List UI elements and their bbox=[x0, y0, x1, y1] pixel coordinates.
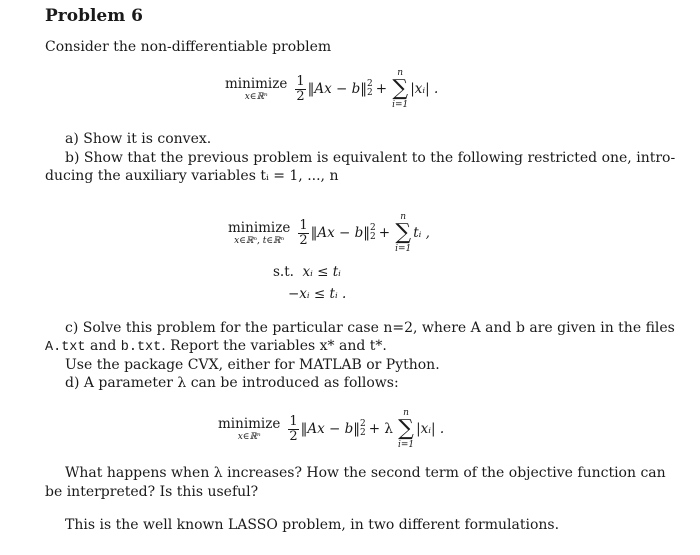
eq1-norm: ‖Ax − b‖ bbox=[307, 81, 368, 97]
question-line2: be interpreted? Is this useful? bbox=[45, 484, 259, 500]
part-d: d) A parameter λ can be introduced as follows: bbox=[65, 375, 399, 391]
file-a: A.txt bbox=[45, 340, 86, 355]
eq3-norm-sub: 2 bbox=[360, 428, 366, 438]
eq2-operator: minimize x∈ℝⁿ, t∈ℝⁿ bbox=[228, 220, 291, 246]
eq2-plus: + bbox=[378, 225, 391, 241]
eq2-norm-sub: 2 bbox=[370, 232, 376, 242]
eq1-sum: n ∑ i=1 bbox=[392, 68, 409, 110]
eq2-norm-sup: 2 bbox=[370, 223, 376, 233]
part-c-line3: Use the package CVX, either for MATLAB or Python. bbox=[65, 357, 440, 373]
equation-3 bbox=[218, 408, 444, 450]
eq1-term: |xᵢ| . bbox=[410, 81, 439, 97]
eq1-operator: minimize x∈ℝⁿ bbox=[225, 76, 288, 102]
part-b-line1: b) Show that the previous problem is equivalent to the following restricted one, intro- bbox=[65, 150, 676, 166]
eq3-sum: n ∑ i=1 bbox=[397, 408, 415, 450]
eq1-norm-sup: 2 bbox=[367, 79, 373, 89]
eq3-norm-sup: 2 bbox=[360, 419, 366, 429]
constraint-1-expr: xᵢ ≤ tᵢ bbox=[302, 264, 341, 280]
eq3-plus-lambda: + λ bbox=[368, 421, 393, 437]
file-b: b.txt bbox=[120, 340, 162, 355]
eq1-norm-sub: 2 bbox=[367, 88, 373, 98]
part-c-line1: c) Solve this problem for the particular case n=2, where A and b are given in the files bbox=[65, 320, 675, 336]
eq3-term: |xᵢ| . bbox=[416, 421, 445, 437]
constraint-1 bbox=[273, 264, 341, 280]
eq2-term: tᵢ , bbox=[413, 225, 430, 241]
equation-1 bbox=[225, 68, 438, 110]
eq2-norm: ‖Ax − b‖ bbox=[310, 225, 371, 241]
eq3-norm: ‖Ax − b‖ bbox=[300, 421, 361, 437]
part-a: a) Show it is convex. bbox=[65, 131, 212, 147]
eq3-fraction: $\frac{1}{2}$ bbox=[289, 413, 298, 444]
eq1-fraction: $\frac{1}{2}$ bbox=[296, 73, 305, 104]
closing-text: This is the well known LASSO problem, in two different formulations. bbox=[65, 517, 560, 533]
equation-2 bbox=[228, 212, 430, 254]
st-label: s.t. bbox=[273, 264, 294, 280]
part-b-line2: ducing the auxiliary variables tᵢ = 1, ..., n bbox=[45, 168, 339, 184]
intro-text: Consider the non-differentiable problem bbox=[45, 39, 332, 55]
eq2-fraction: $\frac{1}{2}$ bbox=[299, 217, 308, 248]
eq2-sum: n ∑ i=1 bbox=[395, 212, 412, 254]
eq3-operator: minimize x∈ℝⁿ bbox=[218, 416, 281, 442]
page-title: Problem 6 bbox=[45, 6, 143, 26]
constraint-2: −xᵢ ≤ tᵢ . bbox=[288, 286, 347, 302]
eq1-plus: + bbox=[375, 81, 388, 97]
question-line1: What happens when λ increases? How the second term of the objective function can bbox=[65, 465, 666, 481]
part-c-line2: A.txt and b.txt. Report the variables x* and t*. bbox=[45, 338, 387, 355]
